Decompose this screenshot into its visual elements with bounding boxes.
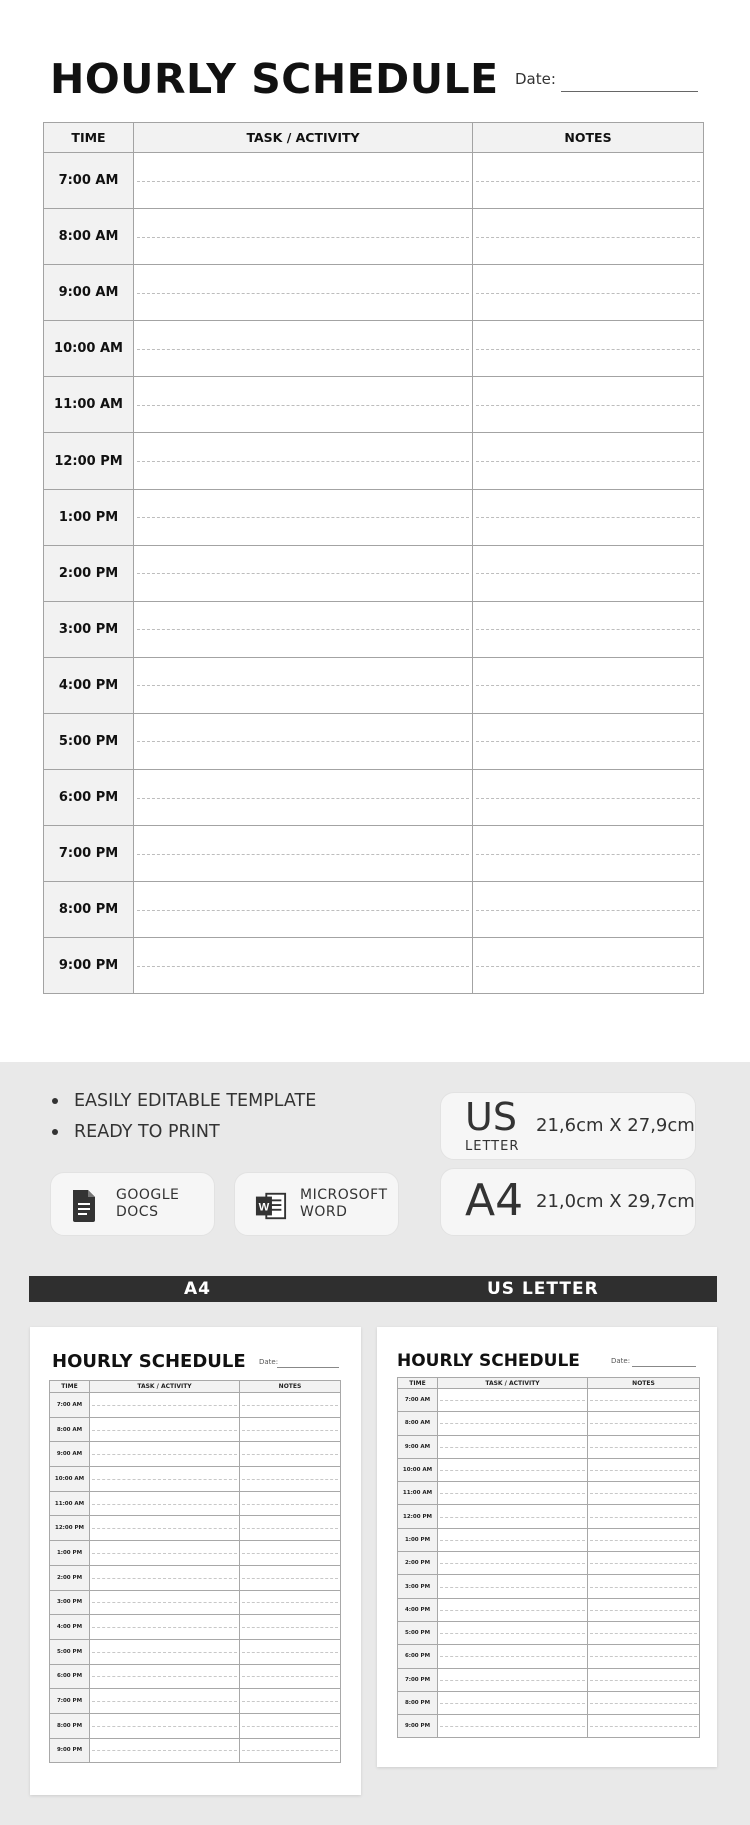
task-cell	[134, 826, 473, 882]
preview-notes-cell	[588, 1458, 700, 1481]
notes-cell	[473, 433, 704, 489]
preview-task-cell	[438, 1458, 588, 1481]
preview-notes-cell	[240, 1442, 341, 1467]
task-cell	[134, 433, 473, 489]
task-cell	[134, 265, 473, 321]
time-row	[44, 770, 704, 826]
preview-task-cell	[438, 1528, 588, 1551]
preview-notes-cell	[240, 1491, 341, 1516]
time-row	[44, 713, 704, 769]
preview-time-row	[398, 1715, 700, 1738]
a4-preview-table	[49, 1380, 341, 1763]
preview-time-row	[398, 1691, 700, 1714]
format-label-us-letter: US LETTER	[487, 1279, 599, 1299]
preview-task-cell	[90, 1738, 240, 1763]
preview-time-cell: 12:00 PM	[398, 1505, 438, 1528]
notes-cell	[473, 713, 704, 769]
time-cell: 2:00 PM	[44, 545, 134, 601]
preview-task-cell	[438, 1691, 588, 1714]
time-cell: 7:00 AM	[44, 153, 134, 209]
task-cell	[134, 209, 473, 265]
size-dimensions: 21,6cm X 27,9cm	[536, 1115, 695, 1136]
microsoft-word-icon	[255, 1189, 287, 1223]
preview-notes-cell	[588, 1412, 700, 1435]
preview-notes-cell	[240, 1615, 341, 1640]
task-cell	[134, 153, 473, 209]
task-cell	[134, 489, 473, 545]
preview-task-cell	[90, 1442, 240, 1467]
preview-time-row	[50, 1615, 341, 1640]
preview-time-row	[398, 1598, 700, 1621]
feature-list	[50, 1090, 316, 1152]
schedule-body	[44, 153, 704, 994]
preview-time-cell: 8:00 PM	[398, 1691, 438, 1714]
google-docs-label: GOOGLE DOCS	[116, 1187, 180, 1220]
preview-column-header: TASK / ACTIVITY	[438, 1378, 588, 1389]
preview-time-cell: 11:00 AM	[50, 1491, 90, 1516]
preview-notes-cell	[588, 1598, 700, 1621]
preview-time-row	[50, 1713, 341, 1738]
preview-task-cell	[90, 1590, 240, 1615]
preview-time-row	[50, 1393, 341, 1418]
format-label-a4: A4	[184, 1279, 211, 1299]
time-cell: 3:00 PM	[44, 601, 134, 657]
preview-time-row	[50, 1516, 341, 1541]
preview-time-cell: 8:00 AM	[50, 1417, 90, 1442]
preview-time-cell: 9:00 PM	[398, 1715, 438, 1738]
time-cell: 8:00 PM	[44, 882, 134, 938]
time-cell: 8:00 AM	[44, 209, 134, 265]
preview-task-cell	[90, 1541, 240, 1566]
preview-task-cell	[90, 1491, 240, 1516]
format-bar	[29, 1276, 717, 1302]
preview-time-cell: 3:00 PM	[398, 1575, 438, 1598]
preview-notes-cell	[588, 1528, 700, 1551]
preview-time-row	[50, 1738, 341, 1763]
preview-time-cell: 10:00 AM	[398, 1458, 438, 1481]
preview-time-row	[50, 1565, 341, 1590]
task-cell	[134, 938, 473, 994]
preview-time-cell: 6:00 PM	[50, 1664, 90, 1689]
preview-time-cell: 8:00 AM	[398, 1412, 438, 1435]
preview-notes-cell	[240, 1738, 341, 1763]
preview-notes-cell	[588, 1621, 700, 1644]
notes-cell	[473, 882, 704, 938]
feature-item: EASILY EDITABLE TEMPLATE	[50, 1090, 316, 1121]
preview-notes-cell	[240, 1590, 341, 1615]
preview-task-cell	[90, 1393, 240, 1418]
column-header-notes: NOTES	[473, 123, 704, 153]
feature-item: READY TO PRINT	[50, 1121, 316, 1152]
notes-cell	[473, 826, 704, 882]
preview-time-cell: 12:00 PM	[50, 1516, 90, 1541]
preview-task-cell	[438, 1645, 588, 1668]
us-letter-size-badge	[440, 1092, 696, 1160]
task-cell	[134, 545, 473, 601]
preview-time-row	[50, 1590, 341, 1615]
size-sub: LETTER	[465, 1139, 520, 1154]
preview-time-row	[398, 1552, 700, 1575]
preview-time-cell: 7:00 PM	[398, 1668, 438, 1691]
preview-header-row	[398, 1378, 700, 1389]
preview-time-row	[50, 1491, 341, 1516]
preview-date-line	[632, 1366, 696, 1367]
time-row	[44, 321, 704, 377]
preview-time-cell: 9:00 AM	[398, 1435, 438, 1458]
preview-time-cell: 10:00 AM	[50, 1467, 90, 1492]
preview-notes-cell	[240, 1689, 341, 1714]
preview-task-cell	[438, 1621, 588, 1644]
preview-date-line	[277, 1367, 339, 1368]
preview-time-cell: 11:00 AM	[398, 1482, 438, 1505]
preview-task-cell	[438, 1668, 588, 1691]
microsoft-word-badge	[234, 1172, 399, 1236]
preview-time-row	[398, 1435, 700, 1458]
date-label: Date:	[515, 70, 556, 88]
notes-cell	[473, 489, 704, 545]
time-row	[44, 938, 704, 994]
us-letter-preview-table	[397, 1377, 700, 1738]
preview-task-cell	[438, 1412, 588, 1435]
preview-notes-cell	[240, 1565, 341, 1590]
notes-cell	[473, 657, 704, 713]
preview-time-row	[398, 1645, 700, 1668]
preview-task-cell	[90, 1689, 240, 1714]
time-row	[44, 433, 704, 489]
preview-title: HOURLY SCHEDULE	[397, 1351, 580, 1371]
time-row	[44, 377, 704, 433]
preview-notes-cell	[588, 1668, 700, 1691]
preview-time-row	[398, 1389, 700, 1412]
preview-title: HOURLY SCHEDULE	[52, 1351, 246, 1372]
preview-notes-cell	[240, 1417, 341, 1442]
preview-task-cell	[438, 1575, 588, 1598]
preview-time-cell: 7:00 AM	[50, 1393, 90, 1418]
size-code: US	[465, 1095, 517, 1139]
preview-task-cell	[438, 1435, 588, 1458]
task-cell	[134, 882, 473, 938]
preview-time-row	[50, 1689, 341, 1714]
a4-preview-body	[50, 1393, 341, 1763]
us-letter-preview-body	[398, 1389, 700, 1738]
notes-cell	[473, 938, 704, 994]
preview-task-cell	[438, 1482, 588, 1505]
notes-cell	[473, 209, 704, 265]
preview-time-row	[50, 1541, 341, 1566]
preview-time-row	[50, 1467, 341, 1492]
time-cell: 10:00 AM	[44, 321, 134, 377]
time-row	[44, 265, 704, 321]
notes-cell	[473, 770, 704, 826]
time-row	[44, 153, 704, 209]
preview-task-cell	[90, 1565, 240, 1590]
preview-task-cell	[438, 1598, 588, 1621]
schedule-header-row	[44, 123, 704, 153]
preview-task-cell	[90, 1615, 240, 1640]
task-cell	[134, 657, 473, 713]
time-cell: 7:00 PM	[44, 826, 134, 882]
preview-time-cell: 3:00 PM	[50, 1590, 90, 1615]
notes-cell	[473, 265, 704, 321]
time-cell: 12:00 PM	[44, 433, 134, 489]
a4-preview	[30, 1327, 361, 1795]
notes-cell	[473, 153, 704, 209]
preview-column-header: TASK / ACTIVITY	[90, 1381, 240, 1393]
preview-notes-cell	[240, 1639, 341, 1664]
preview-task-cell	[438, 1552, 588, 1575]
info-band	[0, 1062, 750, 1825]
preview-notes-cell	[240, 1467, 341, 1492]
preview-task-cell	[438, 1715, 588, 1738]
notes-cell	[473, 377, 704, 433]
preview-notes-cell	[588, 1645, 700, 1668]
column-header-task: TASK / ACTIVITY	[134, 123, 473, 153]
preview-notes-cell	[240, 1393, 341, 1418]
svg-text:W: W	[258, 1201, 270, 1214]
preview-time-row	[398, 1621, 700, 1644]
preview-time-cell: 7:00 PM	[50, 1689, 90, 1714]
preview-time-cell: 2:00 PM	[398, 1552, 438, 1575]
time-row	[44, 209, 704, 265]
column-header-time: TIME	[44, 123, 134, 153]
task-cell	[134, 601, 473, 657]
preview-task-cell	[438, 1389, 588, 1412]
preview-notes-cell	[588, 1482, 700, 1505]
preview-time-cell: 8:00 PM	[50, 1713, 90, 1738]
preview-notes-cell	[588, 1435, 700, 1458]
preview-column-header: NOTES	[588, 1378, 700, 1389]
time-cell: 11:00 AM	[44, 377, 134, 433]
preview-task-cell	[90, 1467, 240, 1492]
page-title: HOURLY SCHEDULE	[50, 55, 499, 103]
preview-task-cell	[438, 1505, 588, 1528]
preview-task-cell	[90, 1639, 240, 1664]
size-code: A4	[465, 1175, 524, 1226]
preview-time-row	[398, 1575, 700, 1598]
time-row	[44, 601, 704, 657]
preview-time-cell: 6:00 PM	[398, 1645, 438, 1668]
preview-time-cell: 1:00 PM	[50, 1541, 90, 1566]
preview-time-cell: 9:00 PM	[50, 1738, 90, 1763]
preview-column-header: NOTES	[240, 1381, 341, 1393]
preview-time-row	[50, 1639, 341, 1664]
notes-cell	[473, 601, 704, 657]
preview-time-cell: 5:00 PM	[398, 1621, 438, 1644]
preview-time-cell: 1:00 PM	[398, 1528, 438, 1551]
preview-time-row	[398, 1482, 700, 1505]
preview-task-cell	[90, 1516, 240, 1541]
time-row	[44, 489, 704, 545]
time-cell: 6:00 PM	[44, 770, 134, 826]
preview-time-cell: 9:00 AM	[50, 1442, 90, 1467]
time-cell: 1:00 PM	[44, 489, 134, 545]
preview-column-header: TIME	[398, 1378, 438, 1389]
preview-time-cell: 2:00 PM	[50, 1565, 90, 1590]
time-cell: 5:00 PM	[44, 713, 134, 769]
task-cell	[134, 321, 473, 377]
size-dimensions: 21,0cm X 29,7cm	[536, 1191, 695, 1212]
preview-header-row	[50, 1381, 341, 1393]
preview-notes-cell	[588, 1575, 700, 1598]
time-row	[44, 657, 704, 713]
preview-time-row	[398, 1412, 700, 1435]
preview-time-row	[398, 1668, 700, 1691]
microsoft-word-label: MICROSOFT WORD	[300, 1187, 388, 1220]
preview-time-cell: 4:00 PM	[50, 1615, 90, 1640]
time-cell: 9:00 PM	[44, 938, 134, 994]
preview-notes-cell	[240, 1664, 341, 1689]
preview-time-row	[50, 1664, 341, 1689]
preview-time-cell: 4:00 PM	[398, 1598, 438, 1621]
google-docs-icon	[71, 1189, 97, 1223]
preview-time-cell: 5:00 PM	[50, 1639, 90, 1664]
preview-notes-cell	[240, 1516, 341, 1541]
preview-time-cell: 7:00 AM	[398, 1389, 438, 1412]
preview-notes-cell	[588, 1715, 700, 1738]
preview-notes-cell	[240, 1541, 341, 1566]
schedule-table	[43, 122, 704, 994]
task-cell	[134, 713, 473, 769]
preview-column-header: TIME	[50, 1381, 90, 1393]
preview-notes-cell	[588, 1389, 700, 1412]
time-row	[44, 545, 704, 601]
preview-time-row	[398, 1528, 700, 1551]
preview-task-cell	[90, 1664, 240, 1689]
preview-time-row	[50, 1417, 341, 1442]
date-line	[561, 91, 698, 92]
preview-task-cell	[90, 1713, 240, 1738]
google-docs-badge	[50, 1172, 215, 1236]
preview-notes-cell	[588, 1691, 700, 1714]
time-cell: 9:00 AM	[44, 265, 134, 321]
preview-date-label: Date:	[259, 1358, 279, 1366]
preview-notes-cell	[588, 1505, 700, 1528]
time-cell: 4:00 PM	[44, 657, 134, 713]
preview-time-row	[50, 1442, 341, 1467]
us-letter-preview	[377, 1327, 717, 1767]
time-row	[44, 826, 704, 882]
task-cell	[134, 377, 473, 433]
notes-cell	[473, 321, 704, 377]
preview-time-row	[398, 1458, 700, 1481]
preview-time-row	[398, 1505, 700, 1528]
preview-notes-cell	[588, 1552, 700, 1575]
a4-size-badge	[440, 1168, 696, 1236]
notes-cell	[473, 545, 704, 601]
task-cell	[134, 770, 473, 826]
preview-task-cell	[90, 1417, 240, 1442]
time-row	[44, 882, 704, 938]
preview-notes-cell	[240, 1713, 341, 1738]
preview-date-label: Date:	[611, 1357, 631, 1365]
